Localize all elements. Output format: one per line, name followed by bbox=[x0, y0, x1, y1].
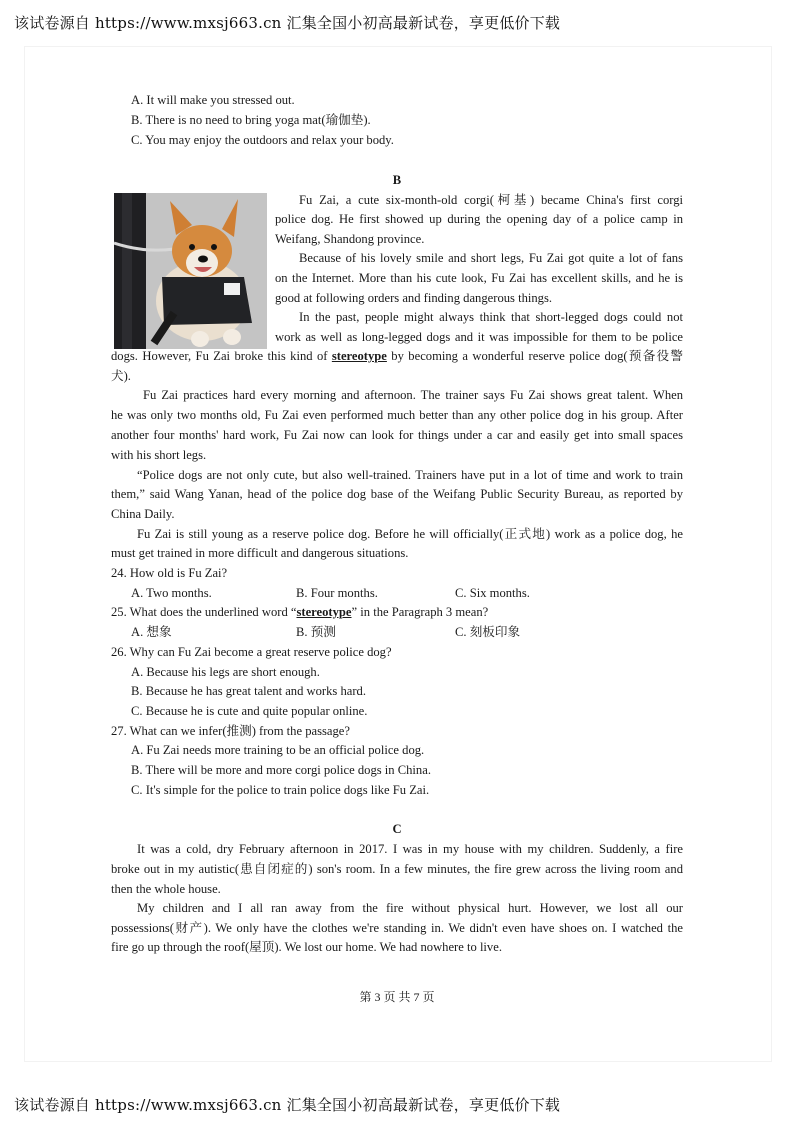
q25-underlined-word: stereotype bbox=[296, 605, 352, 619]
section-b-line-5: on the Internet. More than his cute look, Fu Zai has excellent skills, and he is bbox=[275, 271, 683, 285]
section-b-line-2: police dog. He first showed up during the opening day of a police camp in bbox=[275, 212, 683, 226]
paragraph-6-line-2: must get trained in more difficult and dangerous situations. bbox=[111, 546, 409, 560]
q26-option-b: B. Because he has great talent and works hard. bbox=[131, 684, 367, 698]
paragraph-4-line-2: he was only two months old, Fu Zai even performed much better than any other police dog in his group. After bbox=[111, 408, 683, 422]
q25-stem bbox=[111, 603, 488, 623]
line-9-text-after: by becoming a wonderful reserve police dog(预备役警 bbox=[386, 349, 683, 363]
section-c-line-5: possessions(财产). We only have the clothes we're standing in. We didn't even have shoes on. I watched the bbox=[111, 921, 683, 935]
q24-stem: 24. How old is Fu Zai? bbox=[111, 566, 228, 580]
corgi-illustration bbox=[114, 193, 267, 349]
section-b-line-6: good at following orders and finding dangerous things. bbox=[275, 291, 553, 305]
section-c-line-1: It was a cold, dry February afternoon in 2017. I was in my house with my children. Suddenly, a fire bbox=[137, 842, 683, 856]
q26-option-a: A. Because his legs are short enough. bbox=[131, 665, 320, 679]
section-b-line-8: work as well as long-legged dogs and it was impossible for them to be police bbox=[275, 330, 683, 344]
section-b-line-4: Because of his lovely smile and short legs, Fu Zai got quite a lot of fans bbox=[299, 251, 683, 265]
source-banner-top: 该试卷源自 https://www.mxsj663.cn 汇集全国小初高最新试卷，享更低价下载 bbox=[14, 14, 561, 32]
q25-stem-before: 25. What does the underlined word “ bbox=[111, 605, 297, 619]
paragraph-4-line-3: another four months' hard work, Fu Zai now can look for things under a car and easily get into small spaces bbox=[111, 428, 683, 442]
q25-option-a: A. 想象 bbox=[131, 625, 172, 639]
line-9-text-before: dogs. However, Fu Zai broke this kind of bbox=[111, 349, 332, 363]
section-c-line-6: fire go up through the roof(屋顶). We lost our home. We had nowhere to live. bbox=[111, 940, 502, 954]
page-number-footer: 第 3 页 共 7 页 bbox=[359, 990, 435, 1004]
q25-option-c: C. 刻板印象 bbox=[455, 625, 521, 639]
q24-option-a: A. Two months. bbox=[131, 586, 212, 600]
underlined-word-stereotype: stereotype bbox=[331, 349, 387, 363]
q24-option-b: B. Four months. bbox=[296, 586, 378, 600]
section-c-line-3: then the whole house. bbox=[111, 882, 221, 896]
paragraph-6-line-1: Fu Zai is still young as a reserve police dog. Before he will officially(正式地) work as a police dog, he bbox=[137, 527, 683, 541]
paragraph-5-line-1: “Police dogs are not only cute, but also well-trained. Trainers have put in a lot of time and work to train bbox=[137, 468, 683, 482]
section-c-line-4: My children and I all ran away from the fire without physical hurt. However, we lost all our bbox=[137, 901, 683, 915]
q25-option-b: B. 预测 bbox=[296, 625, 336, 639]
q25-stem-after: ” in the Paragraph 3 mean? bbox=[351, 605, 489, 619]
section-c-line-2: broke out in my autistic(患自闭症的) son's room. In a few minutes, the fire grew across the living room and bbox=[111, 862, 683, 876]
prev-option-c: C. You may enjoy the outdoors and relax your body. bbox=[131, 133, 394, 147]
section-b-line-10: 犬). bbox=[111, 369, 131, 383]
paragraph-5-line-3: China Daily. bbox=[111, 507, 175, 521]
q26-stem: 26. Why can Fu Zai become a great reserve police dog? bbox=[111, 645, 392, 659]
source-banner-bottom: 该试卷源自 https://www.mxsj663.cn 汇集全国小初高最新试卷，享更低价下载 bbox=[14, 1096, 561, 1114]
q27-option-a: A. Fu Zai needs more training to be an official police dog. bbox=[131, 743, 425, 757]
prev-option-a: A. It will make you stressed out. bbox=[131, 93, 295, 107]
section-b-line-3: Weifang, Shandong province. bbox=[275, 232, 425, 246]
corgi-police-dog-photo bbox=[114, 193, 267, 349]
prev-option-b: B. There is no need to bring yoga mat(瑜伽垫). bbox=[131, 113, 371, 127]
section-c-heading: C bbox=[392, 822, 402, 836]
paragraph-4-line-4: with his short legs. bbox=[111, 448, 207, 462]
section-b-line-9 bbox=[111, 347, 683, 367]
q24-option-c: C. Six months. bbox=[455, 586, 530, 600]
q26-option-c: C. Because he is cute and quite popular online. bbox=[131, 704, 368, 718]
q27-stem: 27. What can we infer(推测) from the passage? bbox=[111, 724, 350, 738]
paragraph-4-line-1: Fu Zai practices hard every morning and afternoon. The trainer says Fu Zai shows great talent. When bbox=[143, 388, 683, 402]
section-b-line-7: In the past, people might always think that short-legged dogs could not bbox=[299, 310, 683, 324]
section-b-heading: B bbox=[392, 173, 402, 187]
q27-option-b: B. There will be more and more corgi police dogs in China. bbox=[131, 763, 431, 777]
paragraph-5-line-2: them,” said Wang Yanan, head of the police dog base of the Weifang Public Security Bureau, as reported by bbox=[111, 487, 683, 501]
section-b-line-1: Fu Zai, a cute six-month-old corgi(柯基) became China's first corgi bbox=[299, 193, 683, 207]
q27-option-c: C. It's simple for the police to train police dogs like Fu Zai. bbox=[131, 783, 430, 797]
